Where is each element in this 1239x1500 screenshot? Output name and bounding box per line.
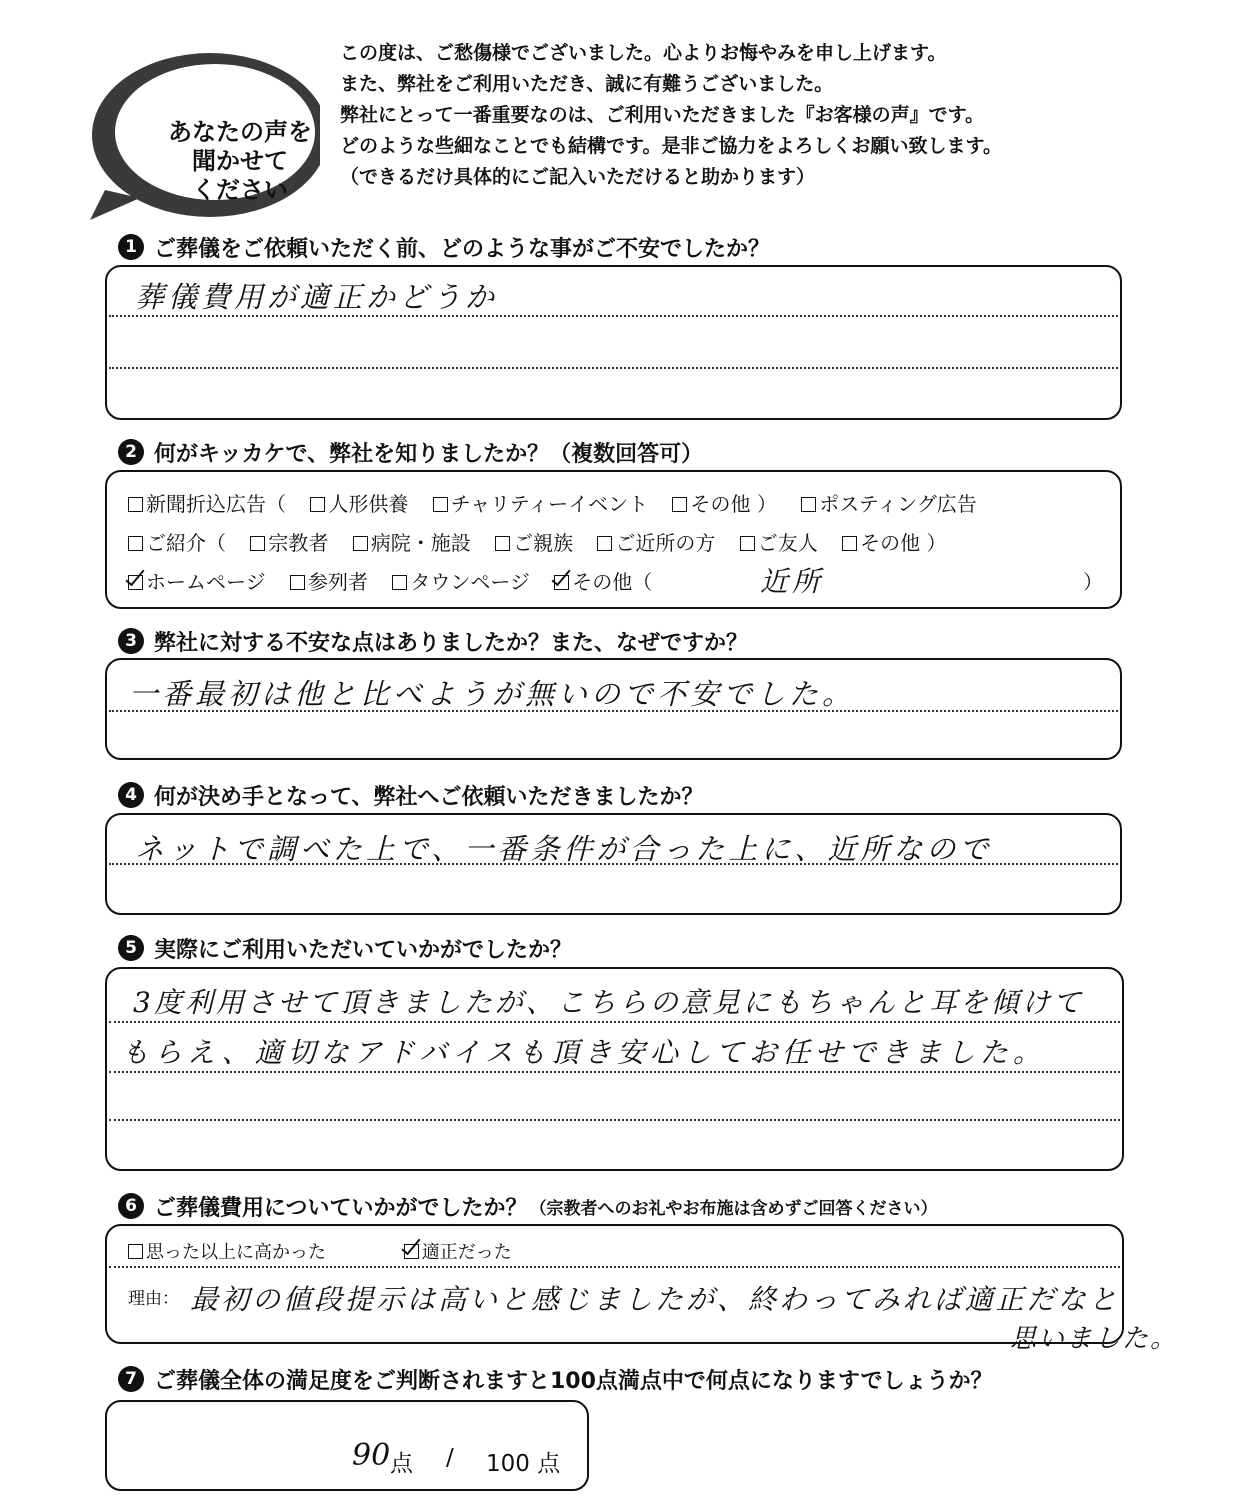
- answer-box-3[interactable]: [105, 658, 1122, 760]
- question-text: ご葬儀をご依頼いただく前、どのような事がご不安でしたか？: [154, 236, 771, 262]
- option-attendee[interactable]: [290, 566, 368, 595]
- question-text: 実際にご利用いただいていかがでしたか？: [154, 937, 573, 963]
- option-townpage[interactable]: [392, 566, 530, 595]
- question-1: [118, 232, 770, 262]
- handwritten-reason-line-1: 最初の値段提示は高いと感じましたが、終わってみれば適正だなと: [190, 1283, 1120, 1316]
- question-note: （宗教者へのお礼やお布施は含めずご回答ください）: [529, 1198, 938, 1219]
- answer-box-5[interactable]: [105, 967, 1124, 1171]
- dotted-rule: [109, 1021, 1120, 1023]
- dotted-rule: [109, 1266, 1120, 1268]
- option-friends[interactable]: [740, 527, 818, 556]
- checkbox-icon[interactable]: [290, 575, 305, 590]
- checkbox-icon[interactable]: [128, 536, 143, 551]
- handwritten-score: 90: [352, 1438, 391, 1473]
- option-doll[interactable]: [310, 488, 408, 517]
- option-label: ご友人: [757, 531, 818, 555]
- option-label: 参列者: [307, 570, 368, 594]
- question-5: [118, 933, 572, 963]
- option-label: 適正だった: [421, 1242, 512, 1263]
- options-row-1: [128, 488, 995, 517]
- question-number-badge: 5: [118, 935, 144, 961]
- intro-line: また、弊社をご利用いただき、誠に有難うございました。: [340, 73, 834, 95]
- option-label: その他（: [572, 570, 653, 594]
- checkbox-icon[interactable]: [495, 536, 510, 551]
- question-number-badge: 2: [118, 439, 144, 465]
- option-label: 新聞折込広告（: [146, 492, 286, 516]
- option-other-c[interactable]: [554, 566, 652, 595]
- options-row-3: [128, 566, 670, 595]
- option-relatives[interactable]: [495, 527, 573, 556]
- option-label: その他 ）: [860, 531, 947, 555]
- option-label: 病院・施設: [370, 531, 471, 555]
- option-label: その他 ）: [690, 492, 777, 516]
- options-row-2: [128, 527, 965, 556]
- question-2: [118, 437, 703, 467]
- handwritten-answer: 一番最初は他と比べようが無いので不安でした。: [129, 677, 856, 711]
- option-label: ホームページ: [146, 570, 266, 594]
- question-7: [118, 1364, 993, 1394]
- checkbox-checked-icon[interactable]: [128, 575, 143, 590]
- question-number-badge: 1: [118, 234, 144, 260]
- option-referral[interactable]: [128, 527, 226, 556]
- handwritten-other-answer: 近所: [760, 565, 825, 598]
- reason-label: 理由：: [128, 1289, 179, 1309]
- checkbox-icon[interactable]: [433, 497, 448, 512]
- dotted-rule: [109, 1119, 1120, 1121]
- option-label: ポスティング広告: [819, 492, 977, 516]
- option-charity[interactable]: [433, 488, 648, 517]
- checkbox-icon[interactable]: [310, 497, 325, 512]
- handwritten-answer: ネットで調べた上で、一番条件が合った上に、近所なので: [135, 832, 993, 866]
- option-clergy[interactable]: [250, 527, 328, 556]
- handwritten-answer-line-2: もらえ、適切なアドバイスも頂き安心してお任せできました。: [121, 1036, 1046, 1069]
- option-label: タウンページ: [410, 570, 530, 594]
- handwritten-answer-line-1: 3度利用させて頂きましたが、こちらの意見にもちゃんと耳を傾けて: [133, 986, 1084, 1019]
- question-number-badge: 6: [118, 1193, 144, 1219]
- option-other-a[interactable]: [672, 488, 776, 517]
- option-label: ご紹介（: [146, 531, 226, 555]
- option-appropriate[interactable]: [404, 1238, 512, 1264]
- handwritten-answer: 葬儀費用が適正かどうか: [135, 280, 499, 314]
- checkbox-icon[interactable]: [128, 1244, 143, 1259]
- dotted-rule: [109, 367, 1118, 369]
- checkbox-icon[interactable]: [842, 536, 857, 551]
- option-label: 思った以上に高かった: [146, 1242, 326, 1263]
- score-unit: 点: [390, 1451, 413, 1477]
- bubble-title: [145, 118, 335, 205]
- score-max: 100 点: [486, 1451, 561, 1477]
- question-text: 弊社に対する不安な点はありましたか？また、なぜですか？: [154, 630, 749, 656]
- dotted-rule: [109, 1071, 1120, 1073]
- checkbox-icon[interactable]: [801, 497, 816, 512]
- handwritten-reason-line-2: 思いました。: [1010, 1324, 1179, 1354]
- speech-bubble: [60, 40, 320, 225]
- question-text: ご葬儀全体の満足度をご判断されますと100点満点中で何点になりますでしょうか？: [154, 1368, 993, 1394]
- checkbox-icon[interactable]: [250, 536, 265, 551]
- option-label: 人形供養: [328, 492, 409, 516]
- bubble-line-2: 聞かせて: [192, 147, 288, 175]
- option-label: ご近所の方: [615, 531, 716, 555]
- option-neighbors[interactable]: [597, 527, 715, 556]
- option-posting[interactable]: [801, 488, 977, 517]
- checkbox-icon[interactable]: [353, 536, 368, 551]
- intro-line: どのような些細なことでも結構です。是非ご協力をよろしくお願い致します。: [340, 135, 1002, 157]
- checkbox-icon[interactable]: [128, 497, 143, 512]
- close-paren: ）: [1083, 570, 1103, 594]
- question-text: 何がキッカケで、弊社を知りましたか？（複数回答可）: [154, 441, 704, 467]
- checkbox-icon[interactable]: [392, 575, 407, 590]
- question-number-badge: 4: [118, 782, 144, 808]
- checkbox-checked-icon[interactable]: [404, 1244, 419, 1259]
- option-label: チャリティーイベント: [450, 492, 649, 516]
- option-other-b[interactable]: [842, 527, 946, 556]
- cost-options-row: [128, 1238, 530, 1264]
- bubble-line-1: あなたの声を: [168, 118, 312, 146]
- question-6: [118, 1191, 938, 1221]
- option-newspaper[interactable]: [128, 488, 286, 517]
- checkbox-checked-icon[interactable]: [554, 575, 569, 590]
- option-homepage[interactable]: [128, 566, 266, 595]
- intro-text: [340, 38, 1220, 193]
- score-slash: /: [446, 1445, 454, 1471]
- question-number-badge: 7: [118, 1366, 144, 1392]
- question-text: 何が決め手となって、弊社へご依頼いただきましたか？: [154, 784, 704, 810]
- question-3: [118, 626, 748, 656]
- option-label: 宗教者: [268, 531, 329, 555]
- option-label: ご親族: [513, 531, 574, 555]
- question-4: [118, 780, 704, 810]
- checkbox-icon[interactable]: [672, 497, 687, 512]
- bubble-line-3: ください: [192, 176, 288, 204]
- intro-line: （できるだけ具体的にご記入いただけると助かります）: [340, 166, 816, 188]
- question-text: ご葬儀費用についていかがでしたか？: [154, 1195, 528, 1221]
- option-hospital[interactable]: [353, 527, 471, 556]
- answer-box-1[interactable]: [105, 265, 1122, 420]
- answer-box-4[interactable]: [105, 813, 1122, 915]
- intro-line: この度は、ご愁傷様でございました。心よりお悔やみを申し上げます。: [340, 42, 947, 64]
- checkbox-icon[interactable]: [740, 536, 755, 551]
- option-too-expensive[interactable]: [128, 1238, 326, 1264]
- intro-line: 弊社にとって一番重要なのは、ご利用いただきました『お客様の声』です。: [340, 104, 985, 126]
- checkbox-icon[interactable]: [597, 536, 612, 551]
- question-number-badge: 3: [118, 628, 144, 654]
